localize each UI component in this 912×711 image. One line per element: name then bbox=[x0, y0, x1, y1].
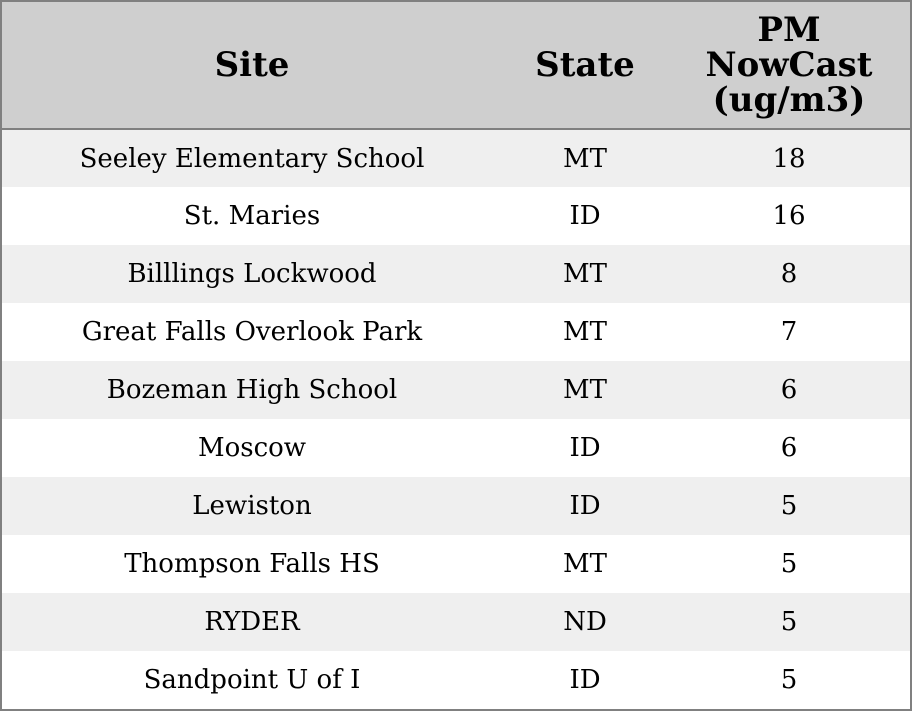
state-cell: ID bbox=[502, 651, 668, 709]
table-row bbox=[2, 535, 910, 593]
pm-value-cell: 18 bbox=[668, 129, 910, 187]
header-line: Site bbox=[214, 44, 290, 85]
state-cell: ID bbox=[502, 419, 668, 477]
table-row bbox=[2, 187, 910, 245]
table-row bbox=[2, 303, 910, 361]
pm-value-cell: 5 bbox=[668, 593, 910, 651]
pm-value-cell: 5 bbox=[668, 535, 910, 593]
pm-value-cell: 5 bbox=[668, 651, 910, 709]
pm-value-cell: 6 bbox=[668, 361, 910, 419]
site-cell: Moscow bbox=[2, 419, 502, 477]
site-cell: Great Falls Overlook Park bbox=[2, 303, 502, 361]
data-table bbox=[2, 2, 910, 709]
header-line: NowCast bbox=[705, 44, 873, 85]
state-cell: MT bbox=[502, 303, 668, 361]
table-row bbox=[2, 651, 910, 709]
header-line: State bbox=[535, 44, 635, 85]
site-cell: RYDER bbox=[2, 593, 502, 651]
pm-value-cell: 6 bbox=[668, 419, 910, 477]
column-header-pm-nowcast bbox=[668, 2, 910, 129]
site-cell: Lewiston bbox=[2, 477, 502, 535]
table-row bbox=[2, 361, 910, 419]
table-row bbox=[2, 593, 910, 651]
site-cell: Sandpoint U of I bbox=[2, 651, 502, 709]
table-row bbox=[2, 129, 910, 187]
state-cell: MT bbox=[502, 129, 668, 187]
table-header bbox=[2, 2, 910, 129]
column-header-state bbox=[502, 2, 668, 129]
state-cell: MT bbox=[502, 361, 668, 419]
pm-value-cell: 8 bbox=[668, 245, 910, 303]
state-cell: MT bbox=[502, 535, 668, 593]
table-row bbox=[2, 477, 910, 535]
site-cell: Billlings Lockwood bbox=[2, 245, 502, 303]
state-cell: ID bbox=[502, 477, 668, 535]
site-cell: St. Maries bbox=[2, 187, 502, 245]
table-row bbox=[2, 419, 910, 477]
pm-value-cell: 16 bbox=[668, 187, 910, 245]
column-header-site bbox=[2, 2, 502, 129]
table-body bbox=[2, 129, 910, 709]
pm-value-cell: 7 bbox=[668, 303, 910, 361]
header-row bbox=[2, 2, 910, 129]
header-line: (ug/m3) bbox=[712, 79, 866, 120]
site-cell: Seeley Elementary School bbox=[2, 129, 502, 187]
pm-value-cell: 5 bbox=[668, 477, 910, 535]
site-cell: Bozeman High School bbox=[2, 361, 502, 419]
table-row bbox=[2, 245, 910, 303]
state-cell: ID bbox=[502, 187, 668, 245]
state-cell: MT bbox=[502, 245, 668, 303]
header-line: PM bbox=[757, 9, 821, 50]
site-cell: Thompson Falls HS bbox=[2, 535, 502, 593]
state-cell: ND bbox=[502, 593, 668, 651]
